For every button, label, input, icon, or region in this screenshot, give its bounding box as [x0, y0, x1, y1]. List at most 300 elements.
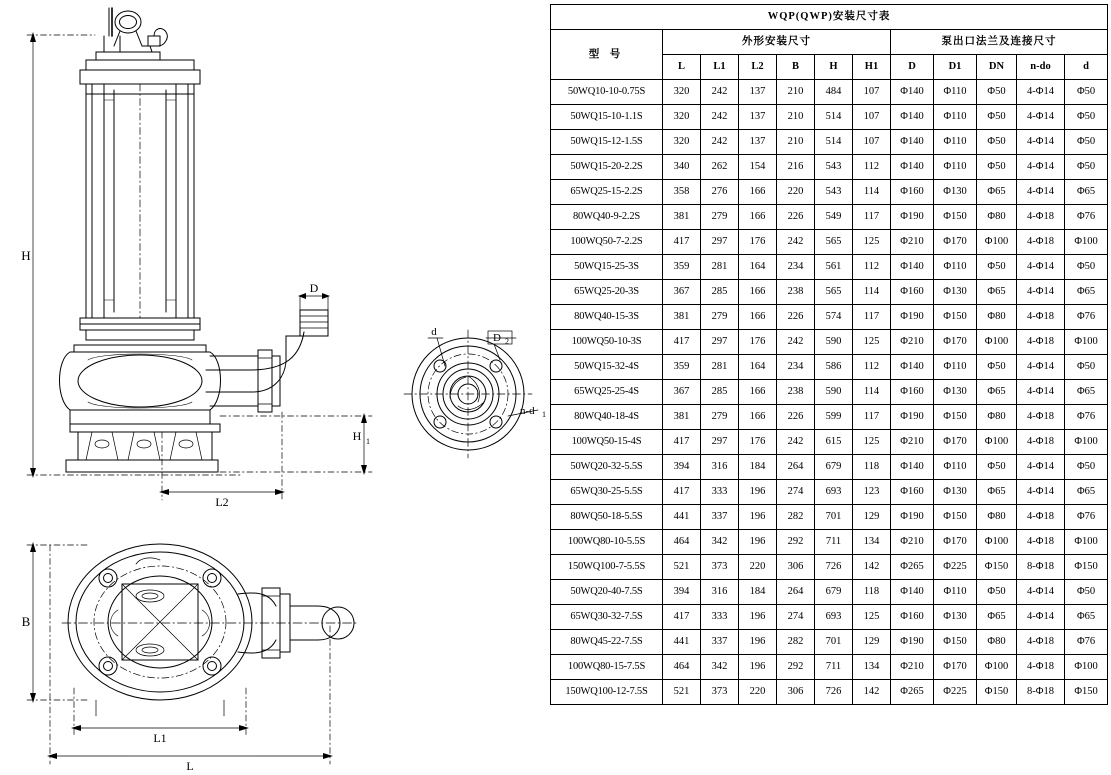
cell-d: Φ76	[1065, 305, 1108, 330]
cell-L2: 137	[739, 105, 777, 130]
cell-L1: 297	[701, 430, 739, 455]
cell-model: 65WQ25-15-2.2S	[551, 180, 663, 205]
cell-d: Φ50	[1065, 105, 1108, 130]
column-H1: H1	[853, 55, 891, 80]
cell-L2: 164	[739, 355, 777, 380]
table-row	[551, 680, 1108, 705]
cell-L: 441	[663, 630, 701, 655]
cell-n-do: 4-Φ14	[1017, 105, 1065, 130]
cell-H1: 123	[853, 480, 891, 505]
column-L2: L2	[739, 55, 777, 80]
cell-D1: Φ130	[934, 380, 977, 405]
cell-n-do: 4-Φ14	[1017, 480, 1065, 505]
table-row	[551, 80, 1108, 105]
svg-text:D: D	[493, 332, 501, 344]
cell-H1: 114	[853, 280, 891, 305]
cell-L1: 316	[701, 580, 739, 605]
cell-H1: 142	[853, 680, 891, 705]
cell-H: 693	[815, 480, 853, 505]
cell-D1: Φ130	[934, 605, 977, 630]
cell-L: 359	[663, 355, 701, 380]
cell-D: Φ210	[891, 230, 934, 255]
cell-B: 264	[777, 580, 815, 605]
cell-H1: 118	[853, 455, 891, 480]
cell-L1: 373	[701, 555, 739, 580]
cell-model: 100WQ50-7-2.2S	[551, 230, 663, 255]
cell-model: 50WQ15-10-1.1S	[551, 105, 663, 130]
cell-L: 417	[663, 230, 701, 255]
table-title-row	[551, 5, 1108, 30]
cell-D1: Φ150	[934, 205, 977, 230]
cell-d: Φ50	[1065, 155, 1108, 180]
cell-d: Φ50	[1065, 130, 1108, 155]
cell-n-do: 4-Φ14	[1017, 130, 1065, 155]
cell-L: 417	[663, 605, 701, 630]
column-n-do: n-do	[1017, 55, 1065, 80]
cell-L2: 196	[739, 605, 777, 630]
cell-D: Φ160	[891, 280, 934, 305]
cell-n-do: 4-Φ14	[1017, 580, 1065, 605]
cell-DN: Φ65	[977, 605, 1017, 630]
cell-H: 549	[815, 205, 853, 230]
cell-H: 561	[815, 255, 853, 280]
table-group-row	[551, 30, 1108, 55]
cell-H: 726	[815, 680, 853, 705]
cell-D: Φ160	[891, 180, 934, 205]
cell-model: 80WQ45-22-7.5S	[551, 630, 663, 655]
cell-D1: Φ130	[934, 280, 977, 305]
cell-DN: Φ80	[977, 630, 1017, 655]
cell-B: 210	[777, 105, 815, 130]
table-row	[551, 530, 1108, 555]
svg-text:1: 1	[366, 437, 370, 446]
cell-L2: 196	[739, 505, 777, 530]
cell-model: 150WQ100-7-5.5S	[551, 555, 663, 580]
cell-d: Φ100	[1065, 330, 1108, 355]
cell-DN: Φ50	[977, 155, 1017, 180]
cell-L2: 176	[739, 230, 777, 255]
table-row	[551, 355, 1108, 380]
cell-D: Φ190	[891, 630, 934, 655]
column-L: L	[663, 55, 701, 80]
cell-DN: Φ100	[977, 230, 1017, 255]
cell-L2: 137	[739, 130, 777, 155]
cell-L1: 279	[701, 305, 739, 330]
cell-L1: 242	[701, 105, 739, 130]
cell-D1: Φ110	[934, 580, 977, 605]
cell-B: 238	[777, 380, 815, 405]
cell-H1: 112	[853, 255, 891, 280]
cell-L1: 279	[701, 405, 739, 430]
cell-B: 274	[777, 605, 815, 630]
cell-D1: Φ170	[934, 430, 977, 455]
cell-L2: 196	[739, 630, 777, 655]
cell-H: 590	[815, 380, 853, 405]
cell-DN: Φ65	[977, 380, 1017, 405]
cell-L1: 342	[701, 530, 739, 555]
cell-L2: 166	[739, 380, 777, 405]
cell-d: Φ100	[1065, 655, 1108, 680]
cell-B: 234	[777, 355, 815, 380]
cell-n-do: 4-Φ18	[1017, 230, 1065, 255]
cell-d: Φ50	[1065, 80, 1108, 105]
table-row	[551, 155, 1108, 180]
cell-D: Φ140	[891, 580, 934, 605]
cell-B: 210	[777, 80, 815, 105]
cell-DN: Φ100	[977, 655, 1017, 680]
svg-text:d: d	[431, 326, 437, 338]
cell-D1: Φ130	[934, 180, 977, 205]
cell-DN: Φ50	[977, 255, 1017, 280]
cell-n-do: 4-Φ18	[1017, 655, 1065, 680]
cell-H1: 125	[853, 330, 891, 355]
cell-model: 65WQ30-25-5.5S	[551, 480, 663, 505]
cell-DN: Φ150	[977, 555, 1017, 580]
cell-L2: 166	[739, 405, 777, 430]
cell-H: 543	[815, 155, 853, 180]
cell-L1: 342	[701, 655, 739, 680]
cell-B: 306	[777, 555, 815, 580]
table-row	[551, 580, 1108, 605]
cell-L: 381	[663, 205, 701, 230]
cell-L2: 196	[739, 655, 777, 680]
cell-d: Φ65	[1065, 480, 1108, 505]
cell-H1: 107	[853, 130, 891, 155]
cell-L1: 262	[701, 155, 739, 180]
table-row	[551, 380, 1108, 405]
column-D1: D1	[934, 55, 977, 80]
svg-text:B: B	[21, 614, 31, 629]
cell-model: 100WQ80-10-5.5S	[551, 530, 663, 555]
cell-B: 292	[777, 530, 815, 555]
cell-H1: 129	[853, 630, 891, 655]
column-group-flange: 泵出口法兰及连接尺寸	[891, 30, 1108, 55]
table-row	[551, 505, 1108, 530]
cell-DN: Φ50	[977, 80, 1017, 105]
cell-B: 292	[777, 655, 815, 680]
cell-DN: Φ80	[977, 305, 1017, 330]
cell-B: 226	[777, 405, 815, 430]
cell-D1: Φ150	[934, 630, 977, 655]
cell-L: 367	[663, 380, 701, 405]
cell-L1: 333	[701, 480, 739, 505]
cell-DN: Φ80	[977, 405, 1017, 430]
cell-d: Φ76	[1065, 505, 1108, 530]
cell-L2: 220	[739, 555, 777, 580]
cell-L1: 242	[701, 130, 739, 155]
cell-D: Φ160	[891, 380, 934, 405]
cell-n-do: 4-Φ14	[1017, 605, 1065, 630]
cell-L1: 373	[701, 680, 739, 705]
cell-n-do: 4-Φ14	[1017, 155, 1065, 180]
cell-D1: Φ110	[934, 80, 977, 105]
cell-L2: 166	[739, 180, 777, 205]
cell-L1: 316	[701, 455, 739, 480]
cell-H1: 118	[853, 580, 891, 605]
cell-D: Φ190	[891, 305, 934, 330]
cell-H1: 114	[853, 180, 891, 205]
cell-B: 282	[777, 630, 815, 655]
table-row	[551, 330, 1108, 355]
cell-D1: Φ150	[934, 505, 977, 530]
cell-DN: Φ100	[977, 530, 1017, 555]
cell-D1: Φ110	[934, 130, 977, 155]
cell-L2: 166	[739, 205, 777, 230]
dimension-table	[550, 4, 1108, 705]
column-group-model: 型 号	[551, 30, 663, 80]
cell-DN: Φ50	[977, 130, 1017, 155]
table-row	[551, 405, 1108, 430]
cell-L: 320	[663, 130, 701, 155]
cell-n-do: 4-Φ18	[1017, 530, 1065, 555]
cell-L: 340	[663, 155, 701, 180]
table-row	[551, 280, 1108, 305]
cell-D: Φ160	[891, 605, 934, 630]
cell-D1: Φ110	[934, 155, 977, 180]
table-row	[551, 455, 1108, 480]
svg-text:L1: L1	[153, 731, 167, 745]
cell-D: Φ190	[891, 505, 934, 530]
cell-model: 100WQ80-15-7.5S	[551, 655, 663, 680]
cell-D: Φ140	[891, 130, 934, 155]
cell-L: 381	[663, 305, 701, 330]
cell-DN: Φ80	[977, 505, 1017, 530]
cell-model: 65WQ30-32-7.5S	[551, 605, 663, 630]
cell-model: 50WQ20-32-5.5S	[551, 455, 663, 480]
cell-H: 543	[815, 180, 853, 205]
cell-B: 220	[777, 180, 815, 205]
cell-model: 50WQ15-20-2.2S	[551, 155, 663, 180]
table-row	[551, 130, 1108, 155]
cell-d: Φ150	[1065, 555, 1108, 580]
cell-B: 306	[777, 680, 815, 705]
cell-DN: Φ150	[977, 680, 1017, 705]
cell-model: 50WQ20-40-7.5S	[551, 580, 663, 605]
cell-B: 226	[777, 205, 815, 230]
cell-D1: Φ130	[934, 480, 977, 505]
dimension-table-container	[548, 0, 1111, 775]
cell-B: 238	[777, 280, 815, 305]
column-D: D	[891, 55, 934, 80]
table-row	[551, 230, 1108, 255]
cell-n-do: 4-Φ18	[1017, 505, 1065, 530]
table-row	[551, 605, 1108, 630]
cell-D: Φ140	[891, 255, 934, 280]
cell-d: Φ150	[1065, 680, 1108, 705]
cell-L2: 196	[739, 530, 777, 555]
cell-H1: 129	[853, 505, 891, 530]
cell-B: 234	[777, 255, 815, 280]
cell-L1: 297	[701, 330, 739, 355]
cell-n-do: 4-Φ18	[1017, 305, 1065, 330]
cell-H1: 125	[853, 230, 891, 255]
cell-L: 464	[663, 530, 701, 555]
column-H: H	[815, 55, 853, 80]
cell-B: 242	[777, 230, 815, 255]
cell-d: Φ50	[1065, 455, 1108, 480]
cell-L1: 276	[701, 180, 739, 205]
cell-d: Φ65	[1065, 380, 1108, 405]
cell-L1: 281	[701, 355, 739, 380]
cell-L2: 154	[739, 155, 777, 180]
cell-D1: Φ170	[934, 530, 977, 555]
cell-L: 359	[663, 255, 701, 280]
cell-n-do: 4-Φ14	[1017, 80, 1065, 105]
cell-d: Φ50	[1065, 355, 1108, 380]
table-row	[551, 430, 1108, 455]
cell-D: Φ210	[891, 530, 934, 555]
table-row	[551, 255, 1108, 280]
cell-H: 679	[815, 580, 853, 605]
cell-L2: 164	[739, 255, 777, 280]
cell-B: 242	[777, 430, 815, 455]
cell-DN: Φ50	[977, 355, 1017, 380]
cell-L2: 184	[739, 580, 777, 605]
cell-n-do: 4-Φ14	[1017, 380, 1065, 405]
cell-H1: 134	[853, 655, 891, 680]
cell-B: 216	[777, 155, 815, 180]
cell-L1: 337	[701, 505, 739, 530]
cell-L1: 242	[701, 80, 739, 105]
cell-D1: Φ110	[934, 455, 977, 480]
cell-D: Φ210	[891, 655, 934, 680]
cell-DN: Φ100	[977, 330, 1017, 355]
table-row	[551, 630, 1108, 655]
cell-D: Φ265	[891, 680, 934, 705]
cell-H1: 117	[853, 405, 891, 430]
column-group-outline: 外形安装尺寸	[663, 30, 891, 55]
cell-d: Φ50	[1065, 580, 1108, 605]
cell-B: 226	[777, 305, 815, 330]
cell-D1: Φ150	[934, 405, 977, 430]
cell-model: 50WQ10-10-0.75S	[551, 80, 663, 105]
cell-DN: Φ65	[977, 480, 1017, 505]
cell-model: 80WQ40-18-4S	[551, 405, 663, 430]
cell-L2: 166	[739, 280, 777, 305]
cell-L2: 196	[739, 480, 777, 505]
cell-H: 726	[815, 555, 853, 580]
column-B: B	[777, 55, 815, 80]
column-d: d	[1065, 55, 1108, 80]
cell-H: 701	[815, 630, 853, 655]
cell-n-do: 4-Φ14	[1017, 455, 1065, 480]
cell-L: 417	[663, 480, 701, 505]
cell-H: 565	[815, 230, 853, 255]
cell-DN: Φ65	[977, 280, 1017, 305]
cell-D1: Φ170	[934, 330, 977, 355]
cell-L: 320	[663, 105, 701, 130]
table-row	[551, 480, 1108, 505]
cell-H1: 134	[853, 530, 891, 555]
cell-L: 367	[663, 280, 701, 305]
cell-L2: 184	[739, 455, 777, 480]
cell-B: 264	[777, 455, 815, 480]
cell-H1: 125	[853, 430, 891, 455]
cell-H: 679	[815, 455, 853, 480]
cell-n-do: 8-Φ18	[1017, 555, 1065, 580]
cell-d: Φ100	[1065, 430, 1108, 455]
cell-H1: 117	[853, 205, 891, 230]
table-row	[551, 655, 1108, 680]
cell-D: Φ190	[891, 205, 934, 230]
cell-H: 565	[815, 280, 853, 305]
table-row	[551, 305, 1108, 330]
cell-DN: Φ50	[977, 580, 1017, 605]
cell-L1: 285	[701, 380, 739, 405]
cell-H1: 125	[853, 605, 891, 630]
cell-H: 514	[815, 130, 853, 155]
table-row	[551, 555, 1108, 580]
cell-L2: 176	[739, 430, 777, 455]
cell-D1: Φ170	[934, 655, 977, 680]
cell-D1: Φ225	[934, 680, 977, 705]
cell-n-do: 4-Φ14	[1017, 355, 1065, 380]
svg-text:H: H	[21, 248, 31, 263]
cell-H: 615	[815, 430, 853, 455]
cell-L2: 176	[739, 330, 777, 355]
cell-L: 417	[663, 330, 701, 355]
cell-L: 521	[663, 680, 701, 705]
cell-L2: 220	[739, 680, 777, 705]
cell-B: 242	[777, 330, 815, 355]
cell-model: 150WQ100-12-7.5S	[551, 680, 663, 705]
cell-d: Φ100	[1065, 230, 1108, 255]
cell-model: 65WQ25-20-3S	[551, 280, 663, 305]
cell-model: 80WQ50-18-5.5S	[551, 505, 663, 530]
cell-D: Φ210	[891, 430, 934, 455]
cell-model: 65WQ25-25-4S	[551, 380, 663, 405]
cell-L: 394	[663, 580, 701, 605]
cell-H1: 107	[853, 80, 891, 105]
cell-D: Φ265	[891, 555, 934, 580]
cell-D: Φ140	[891, 455, 934, 480]
svg-text:H: H	[352, 429, 362, 443]
cell-d: Φ76	[1065, 405, 1108, 430]
cell-H: 711	[815, 530, 853, 555]
table-row	[551, 205, 1108, 230]
cell-H1: 117	[853, 305, 891, 330]
cell-D1: Φ110	[934, 255, 977, 280]
cell-model: 80WQ40-9-2.2S	[551, 205, 663, 230]
cell-L1: 279	[701, 205, 739, 230]
cell-B: 274	[777, 480, 815, 505]
cell-n-do: 4-Φ14	[1017, 280, 1065, 305]
cell-DN: Φ80	[977, 205, 1017, 230]
svg-text:2: 2	[505, 337, 509, 346]
cell-d: Φ100	[1065, 530, 1108, 555]
cell-H1: 112	[853, 155, 891, 180]
svg-text:L: L	[186, 759, 194, 773]
cell-H1: 142	[853, 555, 891, 580]
cell-D1: Φ225	[934, 555, 977, 580]
cell-H1: 112	[853, 355, 891, 380]
cell-model: 100WQ50-15-4S	[551, 430, 663, 455]
table-body	[551, 80, 1108, 705]
cell-D: Φ140	[891, 155, 934, 180]
cell-DN: Φ50	[977, 105, 1017, 130]
cell-H: 586	[815, 355, 853, 380]
cell-L1: 297	[701, 230, 739, 255]
cell-D: Φ140	[891, 355, 934, 380]
cell-H: 590	[815, 330, 853, 355]
cell-H: 484	[815, 80, 853, 105]
cell-L1: 285	[701, 280, 739, 305]
cell-DN: Φ65	[977, 180, 1017, 205]
cell-B: 210	[777, 130, 815, 155]
cell-d: Φ65	[1065, 180, 1108, 205]
cell-H: 574	[815, 305, 853, 330]
cell-D: Φ160	[891, 480, 934, 505]
